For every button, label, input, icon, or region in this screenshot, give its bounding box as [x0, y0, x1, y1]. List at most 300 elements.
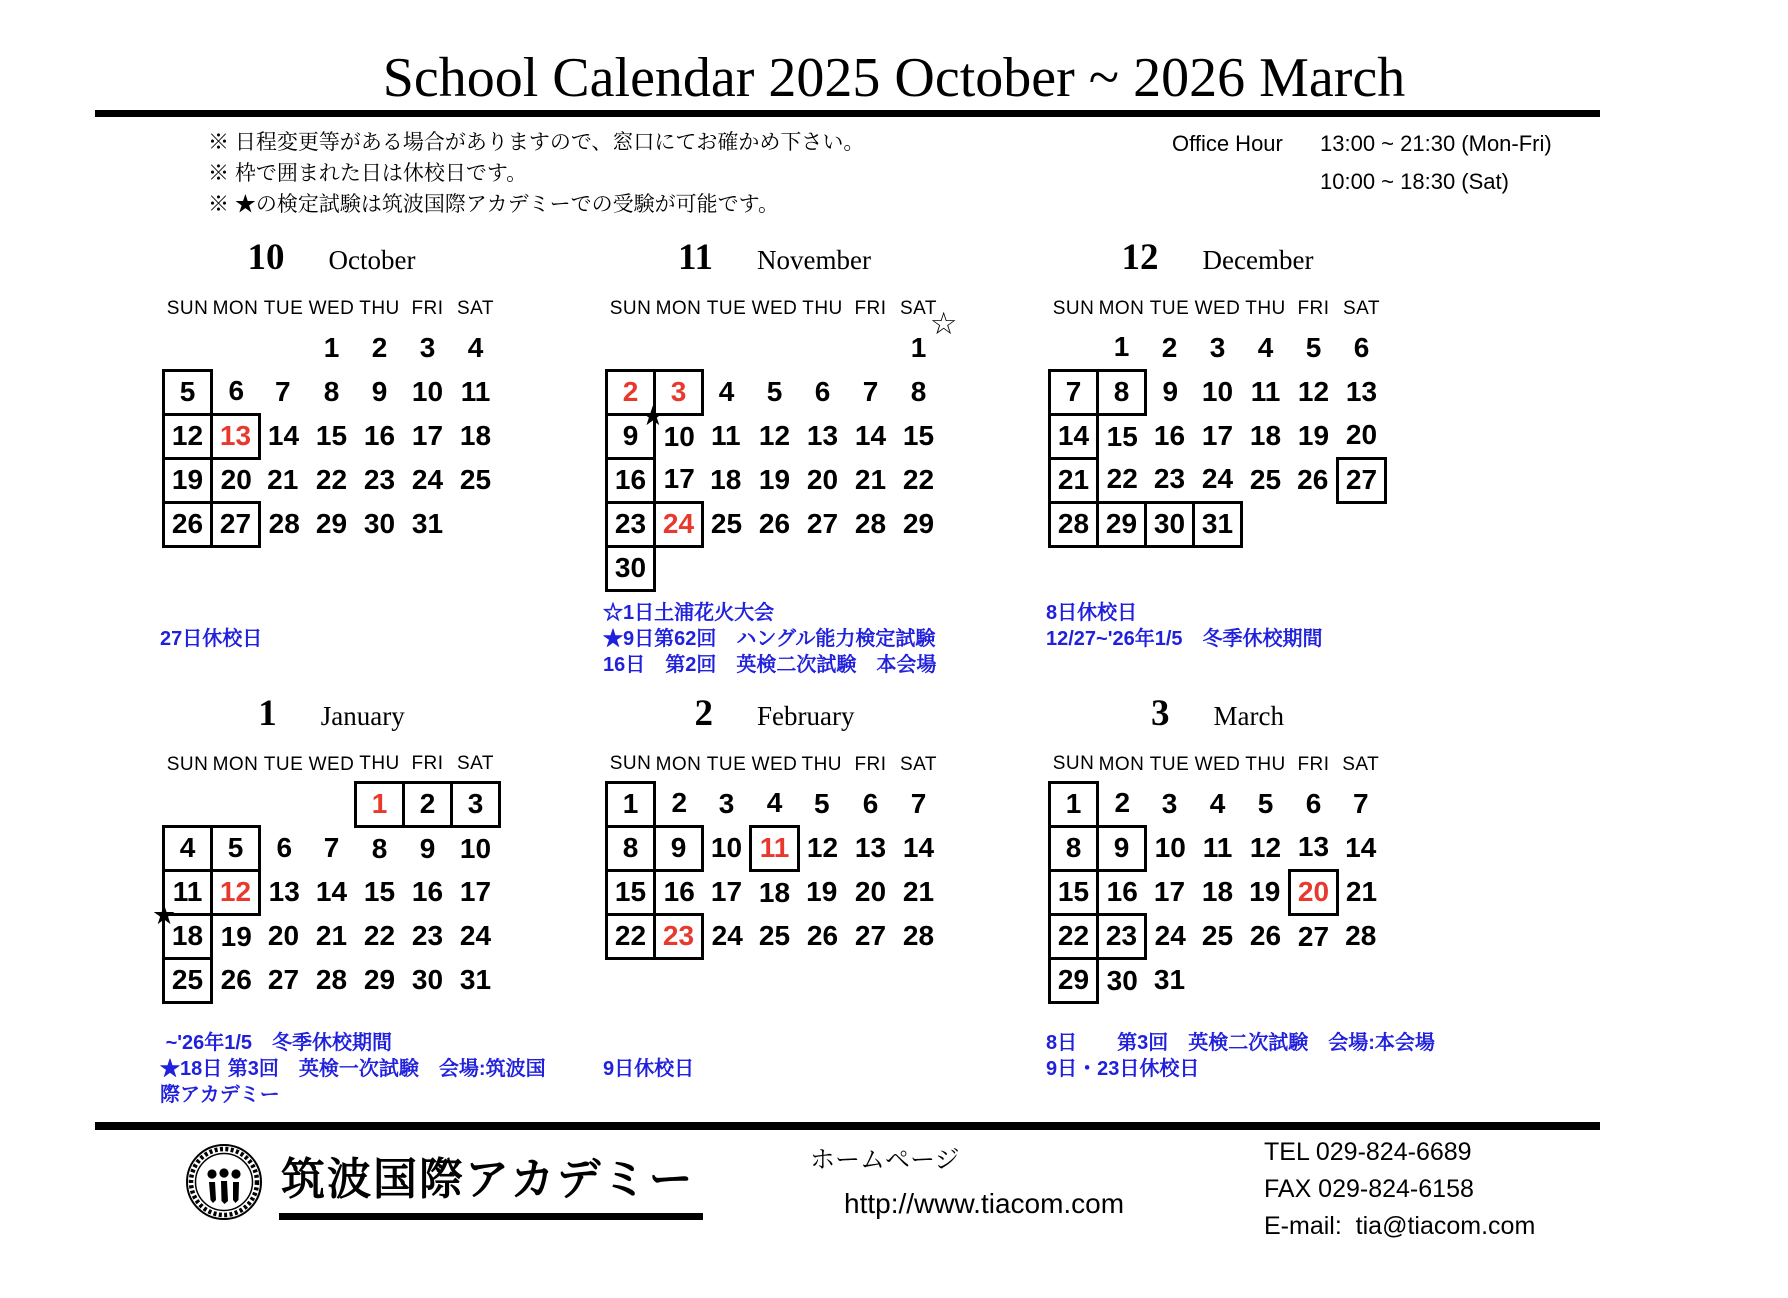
date-number: 7	[274, 376, 291, 407]
date-cell	[164, 826, 212, 870]
month-grid	[152, 748, 501, 1004]
date-number: 8	[1065, 832, 1082, 863]
date-cell	[1194, 326, 1242, 370]
open-star-icon: ☆	[929, 306, 958, 341]
date-cell	[452, 458, 500, 502]
month-grid	[1048, 748, 1387, 1004]
date-number: 7	[862, 376, 879, 407]
date-number: 17	[663, 463, 695, 495]
date-cell	[1338, 326, 1386, 370]
date-number: 18	[1249, 420, 1282, 451]
month-notes	[1046, 600, 1439, 652]
filled-star-icon: ★	[640, 400, 665, 431]
empty-cell	[1242, 502, 1290, 546]
date-cell	[1242, 414, 1290, 458]
weekday-header: SAT	[1342, 298, 1381, 319]
weekday-header: MON	[1098, 754, 1145, 775]
date-number: 30	[411, 964, 444, 995]
date-number: 29	[1105, 508, 1138, 539]
date-number: 4	[1257, 332, 1274, 363]
month-header	[110, 692, 553, 748]
weekday-header: TUE	[1149, 298, 1190, 319]
date-cell	[452, 914, 500, 958]
month-grid	[1048, 292, 1387, 548]
month-number: 1	[258, 693, 277, 734]
date-cell	[655, 826, 703, 870]
date-number: 31	[1201, 508, 1234, 539]
weekday-header: WED	[308, 298, 355, 319]
month-number: 11	[678, 237, 713, 278]
date-cell	[308, 458, 356, 502]
date-number: 19	[220, 920, 252, 952]
date-cell	[452, 958, 500, 1002]
date-number: 16	[1153, 420, 1186, 451]
date-cell	[847, 782, 895, 826]
date-cell	[356, 458, 404, 502]
date-number: 5	[813, 788, 830, 819]
date-number: 7	[323, 832, 340, 863]
date-number: 12	[1249, 832, 1282, 863]
date-cell	[655, 870, 703, 914]
calendar-december	[996, 236, 1439, 652]
date-number: 25	[758, 920, 791, 951]
date-cell	[895, 458, 943, 502]
date-cell	[1146, 782, 1194, 826]
date-number: 11	[172, 876, 203, 907]
empty-cell	[212, 782, 260, 826]
weekday-header: TUE	[706, 754, 747, 775]
date-cell	[452, 326, 500, 370]
date-cell	[1146, 502, 1194, 546]
date-number: 20	[267, 920, 300, 951]
date-number: 24	[459, 920, 492, 951]
date-cell	[308, 326, 356, 370]
homepage-url: http://www.tiacom.com	[844, 1188, 1125, 1219]
empty-cell	[1338, 502, 1386, 546]
date-number: 8	[1113, 376, 1130, 407]
date-cell	[164, 502, 212, 546]
date-number: 10	[411, 376, 444, 407]
date-number: 17	[459, 876, 492, 907]
weekday-header: SAT	[456, 298, 495, 319]
date-number: 29	[902, 508, 935, 539]
date-number: 26	[1297, 464, 1329, 495]
date-number: 7	[910, 788, 927, 819]
date-number: 24	[711, 920, 743, 951]
weekday-header: TUE	[706, 298, 747, 319]
date-number: 19	[1249, 876, 1281, 907]
date-cell	[1290, 782, 1338, 826]
date-cell	[1098, 914, 1146, 958]
date-number: 25	[1249, 464, 1282, 495]
date-number: 2	[419, 788, 436, 819]
date-cell	[607, 502, 655, 546]
empty-cell	[1194, 958, 1242, 1002]
date-cell	[703, 782, 751, 826]
date-number: 28	[1057, 508, 1090, 539]
date-number: 14	[1345, 832, 1377, 863]
date-number: 3	[1209, 332, 1226, 363]
empty-cell	[847, 326, 895, 370]
date-cell	[152, 899, 212, 958]
date-number: 15	[363, 876, 396, 907]
date-number: 21	[315, 920, 348, 951]
date-cell	[404, 414, 452, 458]
date-number: 14	[854, 420, 887, 451]
date-number: 24	[411, 464, 444, 495]
date-cell	[1098, 782, 1146, 826]
weekday-header: SAT	[1342, 754, 1380, 775]
date-cell	[607, 826, 655, 870]
date-cell	[260, 458, 308, 502]
date-number: 3	[467, 788, 484, 819]
date-number: 2	[371, 332, 388, 363]
date-cell	[452, 414, 500, 458]
empty-cell	[799, 326, 847, 370]
date-cell	[751, 870, 799, 914]
date-number: 30	[614, 552, 647, 583]
date-number: 23	[1105, 920, 1138, 951]
date-number: 3	[1161, 788, 1178, 819]
date-cell	[1050, 958, 1098, 1002]
date-cell	[356, 326, 404, 370]
date-cell	[452, 782, 500, 826]
date-number: 11	[1202, 832, 1233, 863]
empty-cell	[655, 546, 703, 590]
empty-cell	[1290, 502, 1338, 546]
weekday-header: MON	[655, 754, 702, 775]
date-cell	[308, 370, 356, 414]
date-cell	[260, 370, 308, 414]
date-cell	[1338, 370, 1386, 414]
date-cell	[212, 958, 260, 1002]
date-cell	[1098, 326, 1146, 370]
empty-cell	[308, 782, 356, 826]
date-number: 9	[1162, 376, 1179, 407]
date-cell	[1098, 870, 1146, 914]
date-number: 31	[1153, 964, 1186, 995]
date-cell	[212, 458, 260, 502]
month-note	[603, 1030, 996, 1056]
month-name: March	[1213, 701, 1284, 731]
month-note: ★9日第62回 ハングル能力検定試験	[603, 628, 936, 650]
date-number: 21	[1345, 876, 1378, 907]
date-number: 7	[1065, 376, 1082, 407]
month-note: 27日休校日	[160, 628, 263, 650]
month-name: January	[320, 701, 405, 731]
date-number: 12	[758, 420, 791, 451]
weekday-header: TUE	[263, 298, 304, 319]
date-cell	[404, 326, 452, 370]
date-number: 22	[315, 464, 348, 495]
month-number: 12	[1121, 237, 1159, 278]
weekday-header: FRI	[1297, 298, 1330, 319]
date-cell	[847, 458, 895, 502]
date-number: 5	[766, 376, 783, 407]
month-number: 10	[247, 237, 285, 278]
date-number: 22	[363, 920, 396, 951]
date-number: 1	[910, 332, 927, 363]
date-cell	[1098, 502, 1146, 546]
date-cell	[1050, 782, 1098, 826]
academy-logo-text: 筑波国際アカデミー	[279, 1143, 703, 1220]
date-cell	[847, 870, 895, 914]
date-cell	[751, 914, 799, 958]
date-cell	[751, 826, 799, 870]
date-cell	[1146, 958, 1194, 1002]
date-number: 7	[1352, 788, 1369, 819]
empty-cell	[1338, 958, 1386, 1002]
office-hours-weekday: 13:00 ~ 21:30 (Mon-Fri)	[1320, 131, 1552, 156]
date-cell	[1338, 826, 1386, 870]
date-number: 5	[1257, 788, 1274, 819]
date-cell	[308, 958, 356, 1002]
date-number: 6	[814, 376, 831, 407]
date-number: 15	[315, 420, 348, 451]
date-cell	[751, 502, 799, 546]
date-number: 6	[276, 832, 293, 863]
date-number: 16	[411, 876, 444, 907]
email-line: E-mail: tia@tiacom.com	[1264, 1212, 1536, 1240]
holiday-date-number: 23	[662, 920, 695, 951]
holiday-date-number: 12	[219, 876, 252, 907]
date-number: 27	[854, 920, 887, 951]
date-cell	[356, 414, 404, 458]
date-number: 6	[1305, 788, 1322, 819]
date-number: 27	[806, 508, 839, 539]
date-cell	[1050, 914, 1098, 958]
date-cell	[260, 826, 308, 870]
weekday-header: SUN	[166, 298, 209, 319]
month-note: 8日 第3回 英検二次試験 会場:本会場	[1046, 1032, 1435, 1054]
date-number: 6	[228, 375, 245, 407]
date-number: 25	[171, 964, 204, 995]
date-cell	[1242, 826, 1290, 870]
weekday-header: TUE	[263, 754, 304, 775]
date-cell	[1050, 370, 1098, 414]
date-number: 17	[411, 420, 444, 451]
date-number: 15	[1106, 420, 1138, 452]
date-cell	[308, 414, 356, 458]
date-number: 21	[902, 876, 935, 907]
date-number: 11	[460, 376, 491, 407]
date-cell	[212, 914, 260, 958]
office-hours	[1172, 131, 1552, 195]
date-number: 23	[363, 464, 396, 495]
month-header	[110, 236, 553, 292]
date-cell	[1146, 326, 1194, 370]
calendar-march	[996, 692, 1439, 1082]
date-cell	[452, 870, 500, 914]
date-number: 9	[670, 832, 687, 863]
date-number: 11	[1250, 376, 1281, 407]
date-number: 22	[614, 920, 647, 951]
date-cell	[1242, 326, 1290, 370]
weekday-header: MON	[1098, 298, 1145, 319]
date-number: 13	[268, 876, 300, 907]
holiday-date-number: 1	[371, 788, 388, 819]
academy-logo	[183, 1138, 703, 1224]
weekday-header: THU	[1245, 754, 1286, 775]
empty-cell	[751, 326, 799, 370]
date-cell	[1290, 458, 1338, 502]
date-number: 19	[1297, 420, 1330, 451]
date-number: 9	[419, 832, 436, 864]
date-number: 19	[806, 876, 838, 907]
month-note: ★18日 第3回 英検一次試験 会場:筑波国際アカデミー	[160, 1058, 546, 1106]
date-cell	[1098, 826, 1146, 870]
date-cell	[212, 414, 260, 458]
weekday-header: FRI	[854, 298, 887, 319]
date-cell	[703, 502, 751, 546]
header-note: ※ 枠で囲まれた日は休校日です。	[208, 162, 528, 185]
weekday-header: SUN	[1052, 298, 1095, 319]
homepage-label: ホームページ	[810, 1146, 960, 1174]
date-cell	[895, 502, 943, 546]
date-cell	[308, 502, 356, 546]
date-number: 15	[1057, 876, 1090, 907]
date-cell	[1290, 870, 1338, 914]
empty-cell	[703, 326, 751, 370]
month-note: 9日休校日	[603, 1058, 695, 1080]
empty-cell	[260, 782, 308, 826]
date-cell	[1194, 370, 1242, 414]
date-cell	[799, 914, 847, 958]
date-number: 10	[459, 832, 492, 864]
date-number: 27	[219, 508, 252, 539]
date-cell	[751, 370, 799, 414]
holiday-date-number: 13	[219, 420, 252, 451]
date-cell	[1194, 414, 1242, 458]
date-cell	[308, 826, 356, 870]
date-cell	[212, 870, 260, 914]
date-number: 2	[671, 787, 688, 819]
empty-cell	[751, 546, 799, 590]
date-number: 27	[1297, 920, 1330, 952]
date-cell	[260, 870, 308, 914]
date-cell	[895, 914, 943, 958]
date-cell	[356, 870, 404, 914]
date-number: 24	[1154, 920, 1186, 951]
month-notes	[603, 1030, 996, 1082]
date-cell	[799, 870, 847, 914]
date-number: 25	[710, 508, 743, 539]
date-number: 12	[1297, 376, 1330, 407]
weekday-header: MON	[212, 754, 259, 775]
date-cell	[847, 502, 895, 546]
date-cell	[1242, 370, 1290, 414]
date-number: 26	[1249, 920, 1282, 951]
page-title: School Calendar 2025 October ~ 2026 March	[382, 47, 1406, 109]
date-number: 17	[1201, 420, 1234, 451]
date-cell	[1242, 914, 1290, 958]
date-cell	[895, 870, 943, 914]
date-cell	[260, 958, 308, 1002]
date-number: 4	[718, 376, 735, 407]
date-number: 30	[1106, 964, 1138, 996]
date-number: 13	[1297, 831, 1330, 863]
date-number: 10	[663, 420, 695, 452]
month-note: 12/27~'26年1/5 冬季休校期間	[1046, 628, 1323, 650]
month-note: 16日 第2回 英検二次試験 本会場	[603, 654, 937, 676]
date-cell	[1338, 870, 1386, 914]
month-note: ☆1日土浦花火大会	[603, 602, 775, 624]
date-cell	[895, 370, 943, 414]
weekday-header: THU	[1245, 298, 1286, 319]
date-number: 8	[371, 832, 388, 864]
fax-line: FAX 029-824-6158	[1264, 1175, 1474, 1203]
holiday-date-number: 2	[622, 376, 639, 407]
date-number: 31	[459, 964, 492, 995]
date-number: 28	[1345, 920, 1377, 951]
month-name: November	[757, 245, 871, 275]
date-cell	[751, 414, 799, 458]
date-cell	[164, 370, 212, 414]
date-cell	[607, 870, 655, 914]
date-cell	[452, 370, 500, 414]
date-number: 12	[171, 420, 204, 451]
date-number: 25	[1201, 920, 1234, 951]
header-note: ※ ★の検定試験は筑波国際アカデミーでの受験が可能です。	[208, 193, 779, 216]
date-number: 1	[1113, 331, 1130, 363]
month-name: December	[1202, 245, 1314, 275]
date-number: 28	[268, 508, 300, 539]
date-number: 20	[854, 876, 887, 907]
date-number: 5	[227, 832, 244, 863]
date-number: 16	[663, 876, 695, 907]
empty-cell	[607, 326, 655, 370]
date-number: 31	[411, 508, 444, 539]
date-number: 11	[710, 420, 741, 451]
date-cell	[751, 458, 799, 502]
date-number: 28	[315, 964, 348, 995]
date-number: 23	[614, 508, 647, 539]
empty-cell	[847, 546, 895, 590]
date-cell	[799, 370, 847, 414]
date-cell	[164, 958, 212, 1002]
date-cell	[799, 458, 847, 502]
date-number: 4	[1209, 788, 1226, 819]
contact-block	[1264, 1134, 1535, 1245]
date-number: 10	[1154, 832, 1186, 863]
date-number: 19	[171, 464, 204, 495]
weekday-header: TUE	[1149, 754, 1190, 775]
month-notes	[1046, 1030, 1439, 1082]
date-number: 3	[419, 332, 436, 363]
weekday-header: WED	[308, 754, 355, 775]
date-number: 20	[1345, 419, 1378, 451]
date-cell	[1290, 370, 1338, 414]
date-cell	[703, 914, 751, 958]
date-number: 9	[622, 420, 639, 451]
weekday-header: FRI	[854, 754, 887, 775]
date-number: 27	[267, 964, 300, 995]
filled-star-icon: ★	[152, 899, 177, 930]
date-number: 26	[758, 508, 791, 539]
holiday-date-number: 20	[1297, 876, 1330, 907]
empty-cell	[703, 546, 751, 590]
date-number: 22	[1057, 920, 1090, 951]
date-cell	[607, 458, 655, 502]
empty-cell	[164, 326, 212, 370]
weekday-header: MON	[212, 298, 259, 319]
date-number: 15	[902, 420, 935, 451]
date-number: 13	[854, 832, 887, 863]
date-cell	[1050, 502, 1098, 546]
weekday-header: SAT	[456, 753, 495, 775]
date-cell	[1290, 414, 1338, 458]
title-rule	[95, 110, 1600, 117]
